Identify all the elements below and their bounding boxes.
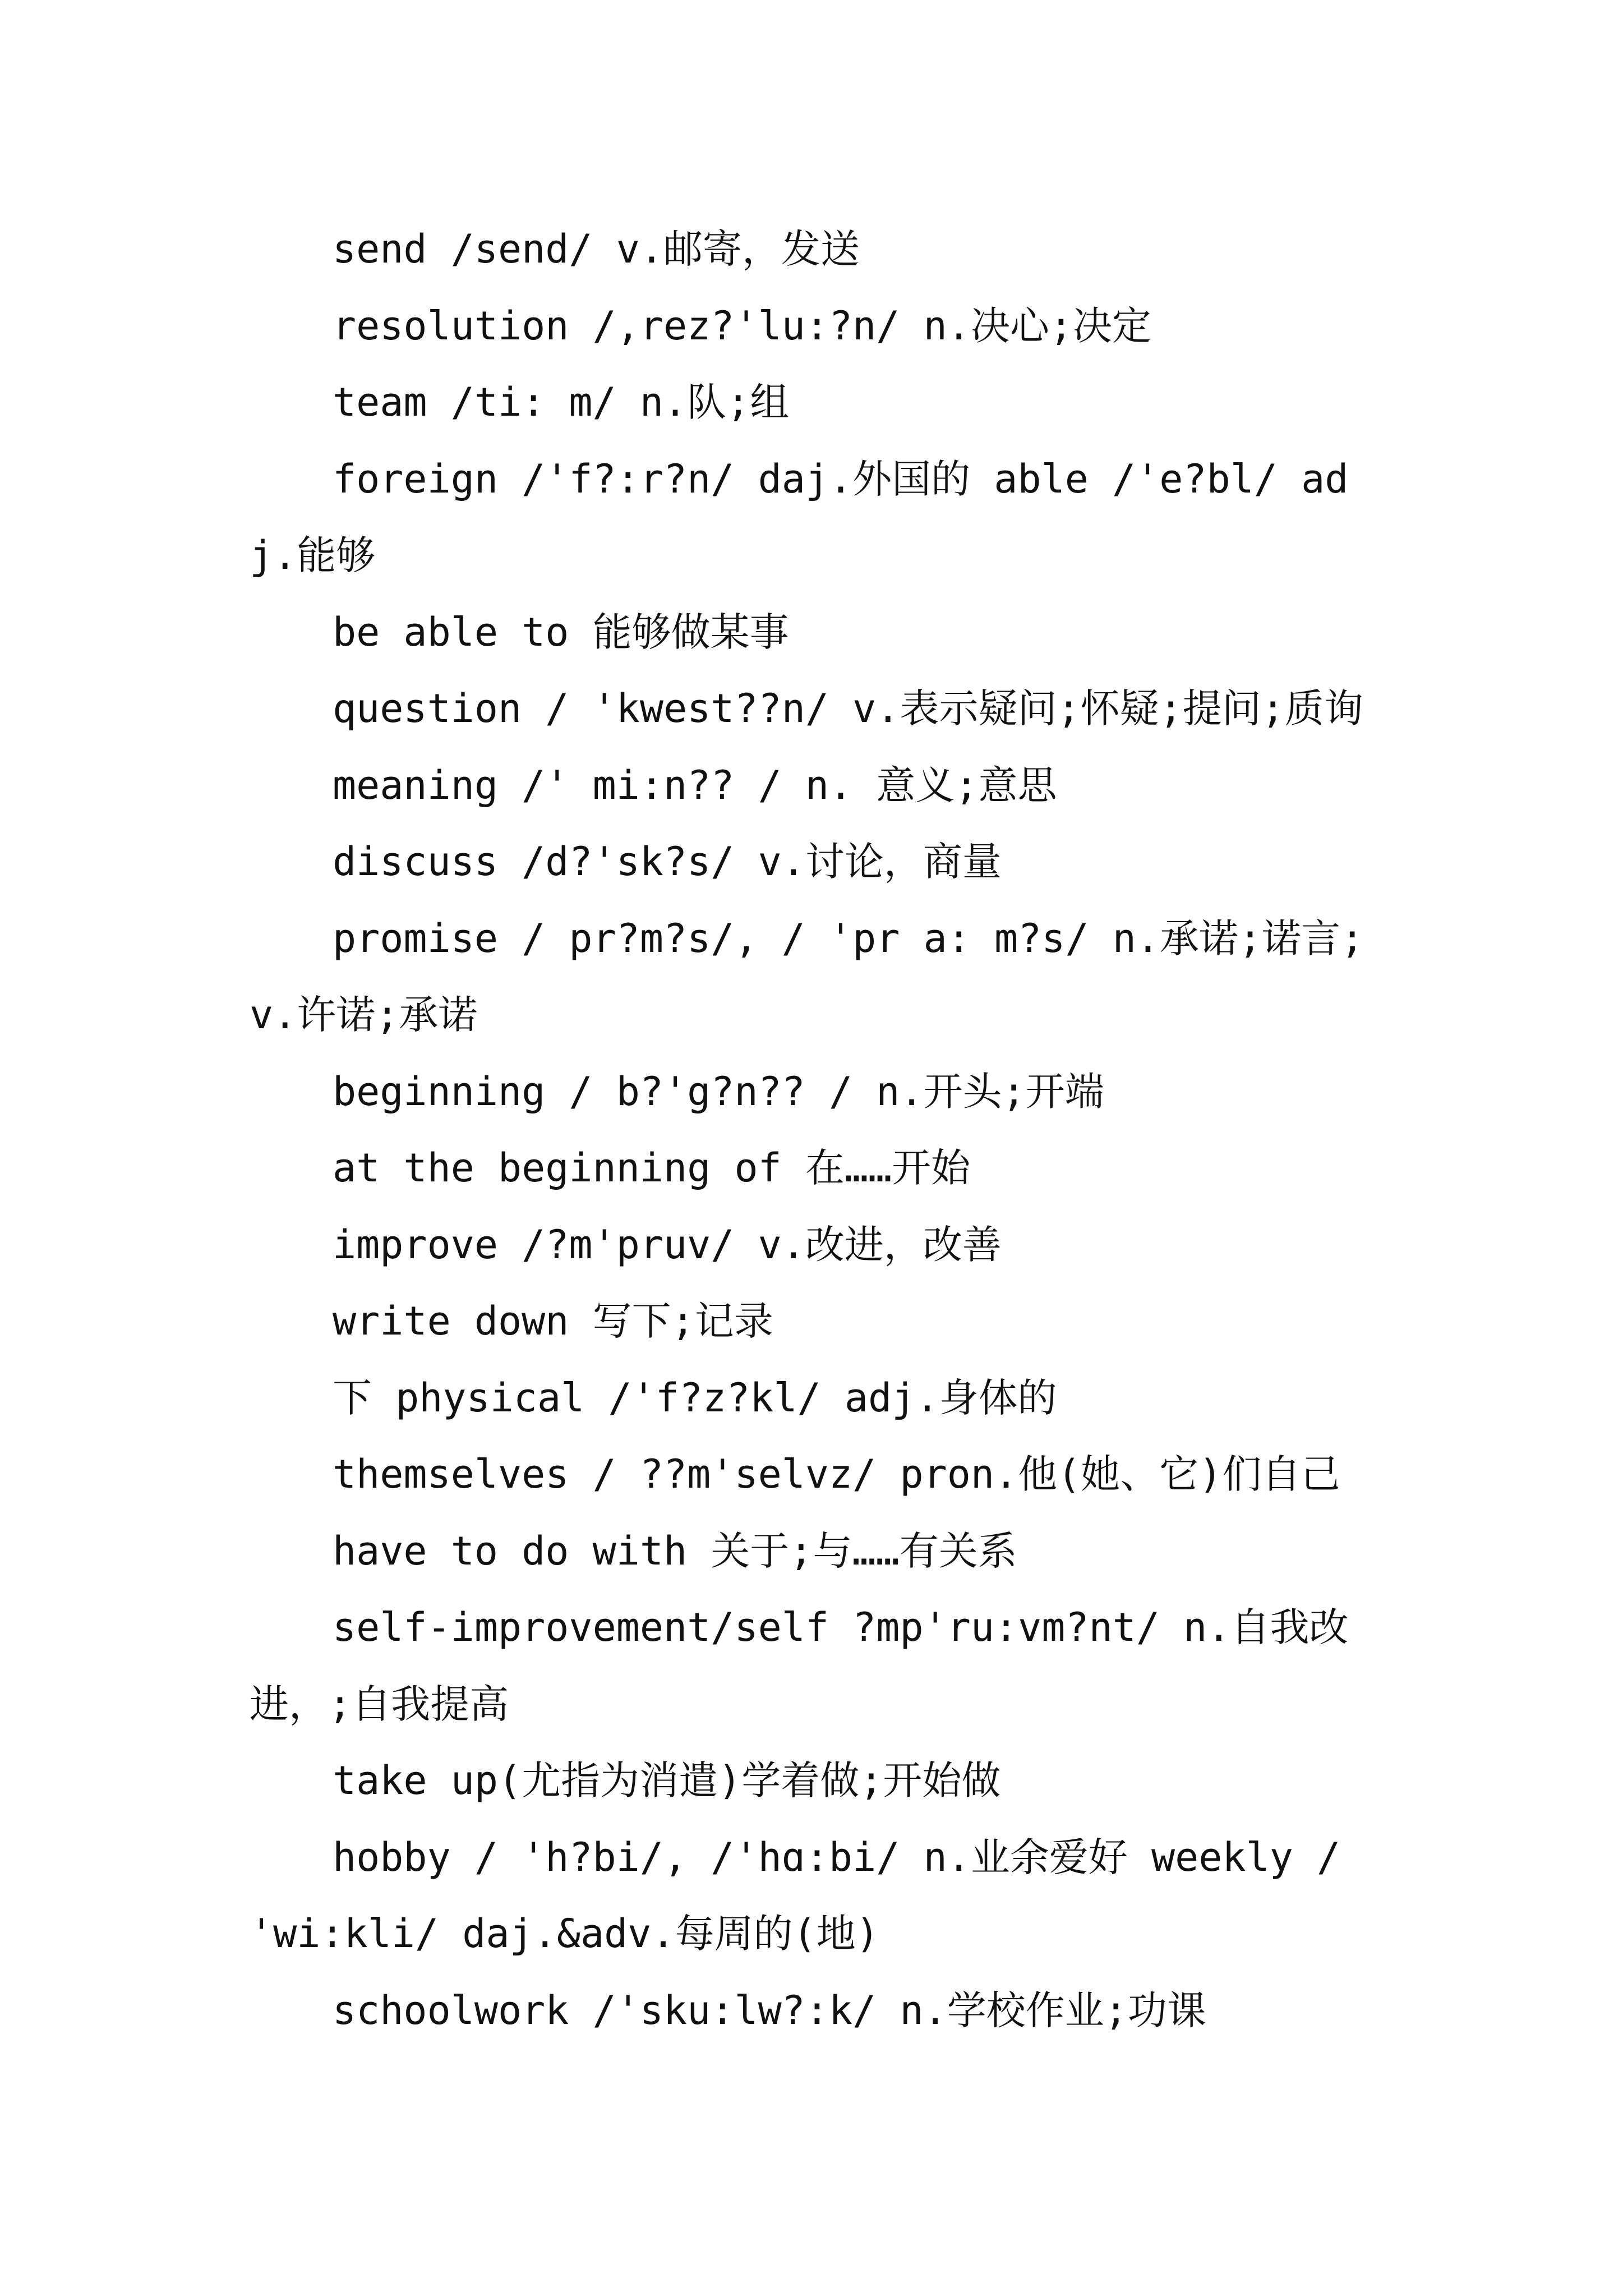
vocab-entry-resolution: resolution /,rez?'lu:?n/ n.决心;决定 <box>333 302 1152 349</box>
vocab-entry-physical: 下 physical /'f?z?kl/ adj.身体的 <box>333 1374 1057 1421</box>
vocab-entry-have-to-do-with: have to do with 关于;与……有关系 <box>333 1527 1017 1574</box>
vocab-entry-take-up: take up(尤指为消遣)学着做;开始做 <box>333 1757 1001 1803</box>
vocab-entry-schoolwork: schoolwork /'sku:lw?:k/ n.学校作业;功课 <box>333 1987 1206 2033</box>
vocab-entry-be-able-to: be able to 能够做某事 <box>333 609 789 655</box>
vocab-entry-promise: promise / pr?m?s/, / 'pr a: m?s/ n.承诺;诺言;v.许诺;承诺 <box>250 915 1364 1038</box>
vocab-entry-hobby-weekly: hobby / 'h?bi/, /'hɑ:bi/ n.业余爱好 weekly / 'wi:kli/ daj.&adv.每周的(地) <box>250 1834 1341 1957</box>
vocab-entry-write-down: write down 写下;记录 <box>333 1298 773 1344</box>
vocab-entry-at-the-beginning-of: at the beginning of 在……开始 <box>333 1145 971 1191</box>
vocab-entry-team: team /ti: m/ n.队;组 <box>333 379 790 425</box>
vocab-entry-themselves: themselves / ??m'selvz/ pron.他(她、它)们自己 <box>333 1451 1340 1497</box>
vocab-entry-discuss: discuss /d?'sk?s/ v.讨论，商量 <box>333 839 1002 885</box>
vocab-entry-foreign-able: foreign /'f?:r?n/ daj.外国的 able /'e?bl/ adj.能够 <box>250 455 1349 578</box>
vocab-entry-improve: improve /?m'pruv/ v.改进，改善 <box>333 1221 1002 1268</box>
vocab-entry-meaning: meaning /' mi:n?? / n. 意义;意思 <box>333 762 1057 808</box>
vocabulary-list <box>250 211 1394 2049</box>
vocab-entry-send: send /send/ v.邮寄，发送 <box>333 226 860 272</box>
vocab-entry-beginning: beginning / b?'g?n?? / n.开头;开端 <box>333 1068 1104 1115</box>
vocab-entry-question: question / 'kwest??n/ v.表示疑问;怀疑;提问;质询 <box>333 685 1363 731</box>
vocab-entry-self-improvement: self-improvement/self ?mp'ru:vm?nt/ n.自我改进，;自我提高 <box>250 1604 1349 1727</box>
